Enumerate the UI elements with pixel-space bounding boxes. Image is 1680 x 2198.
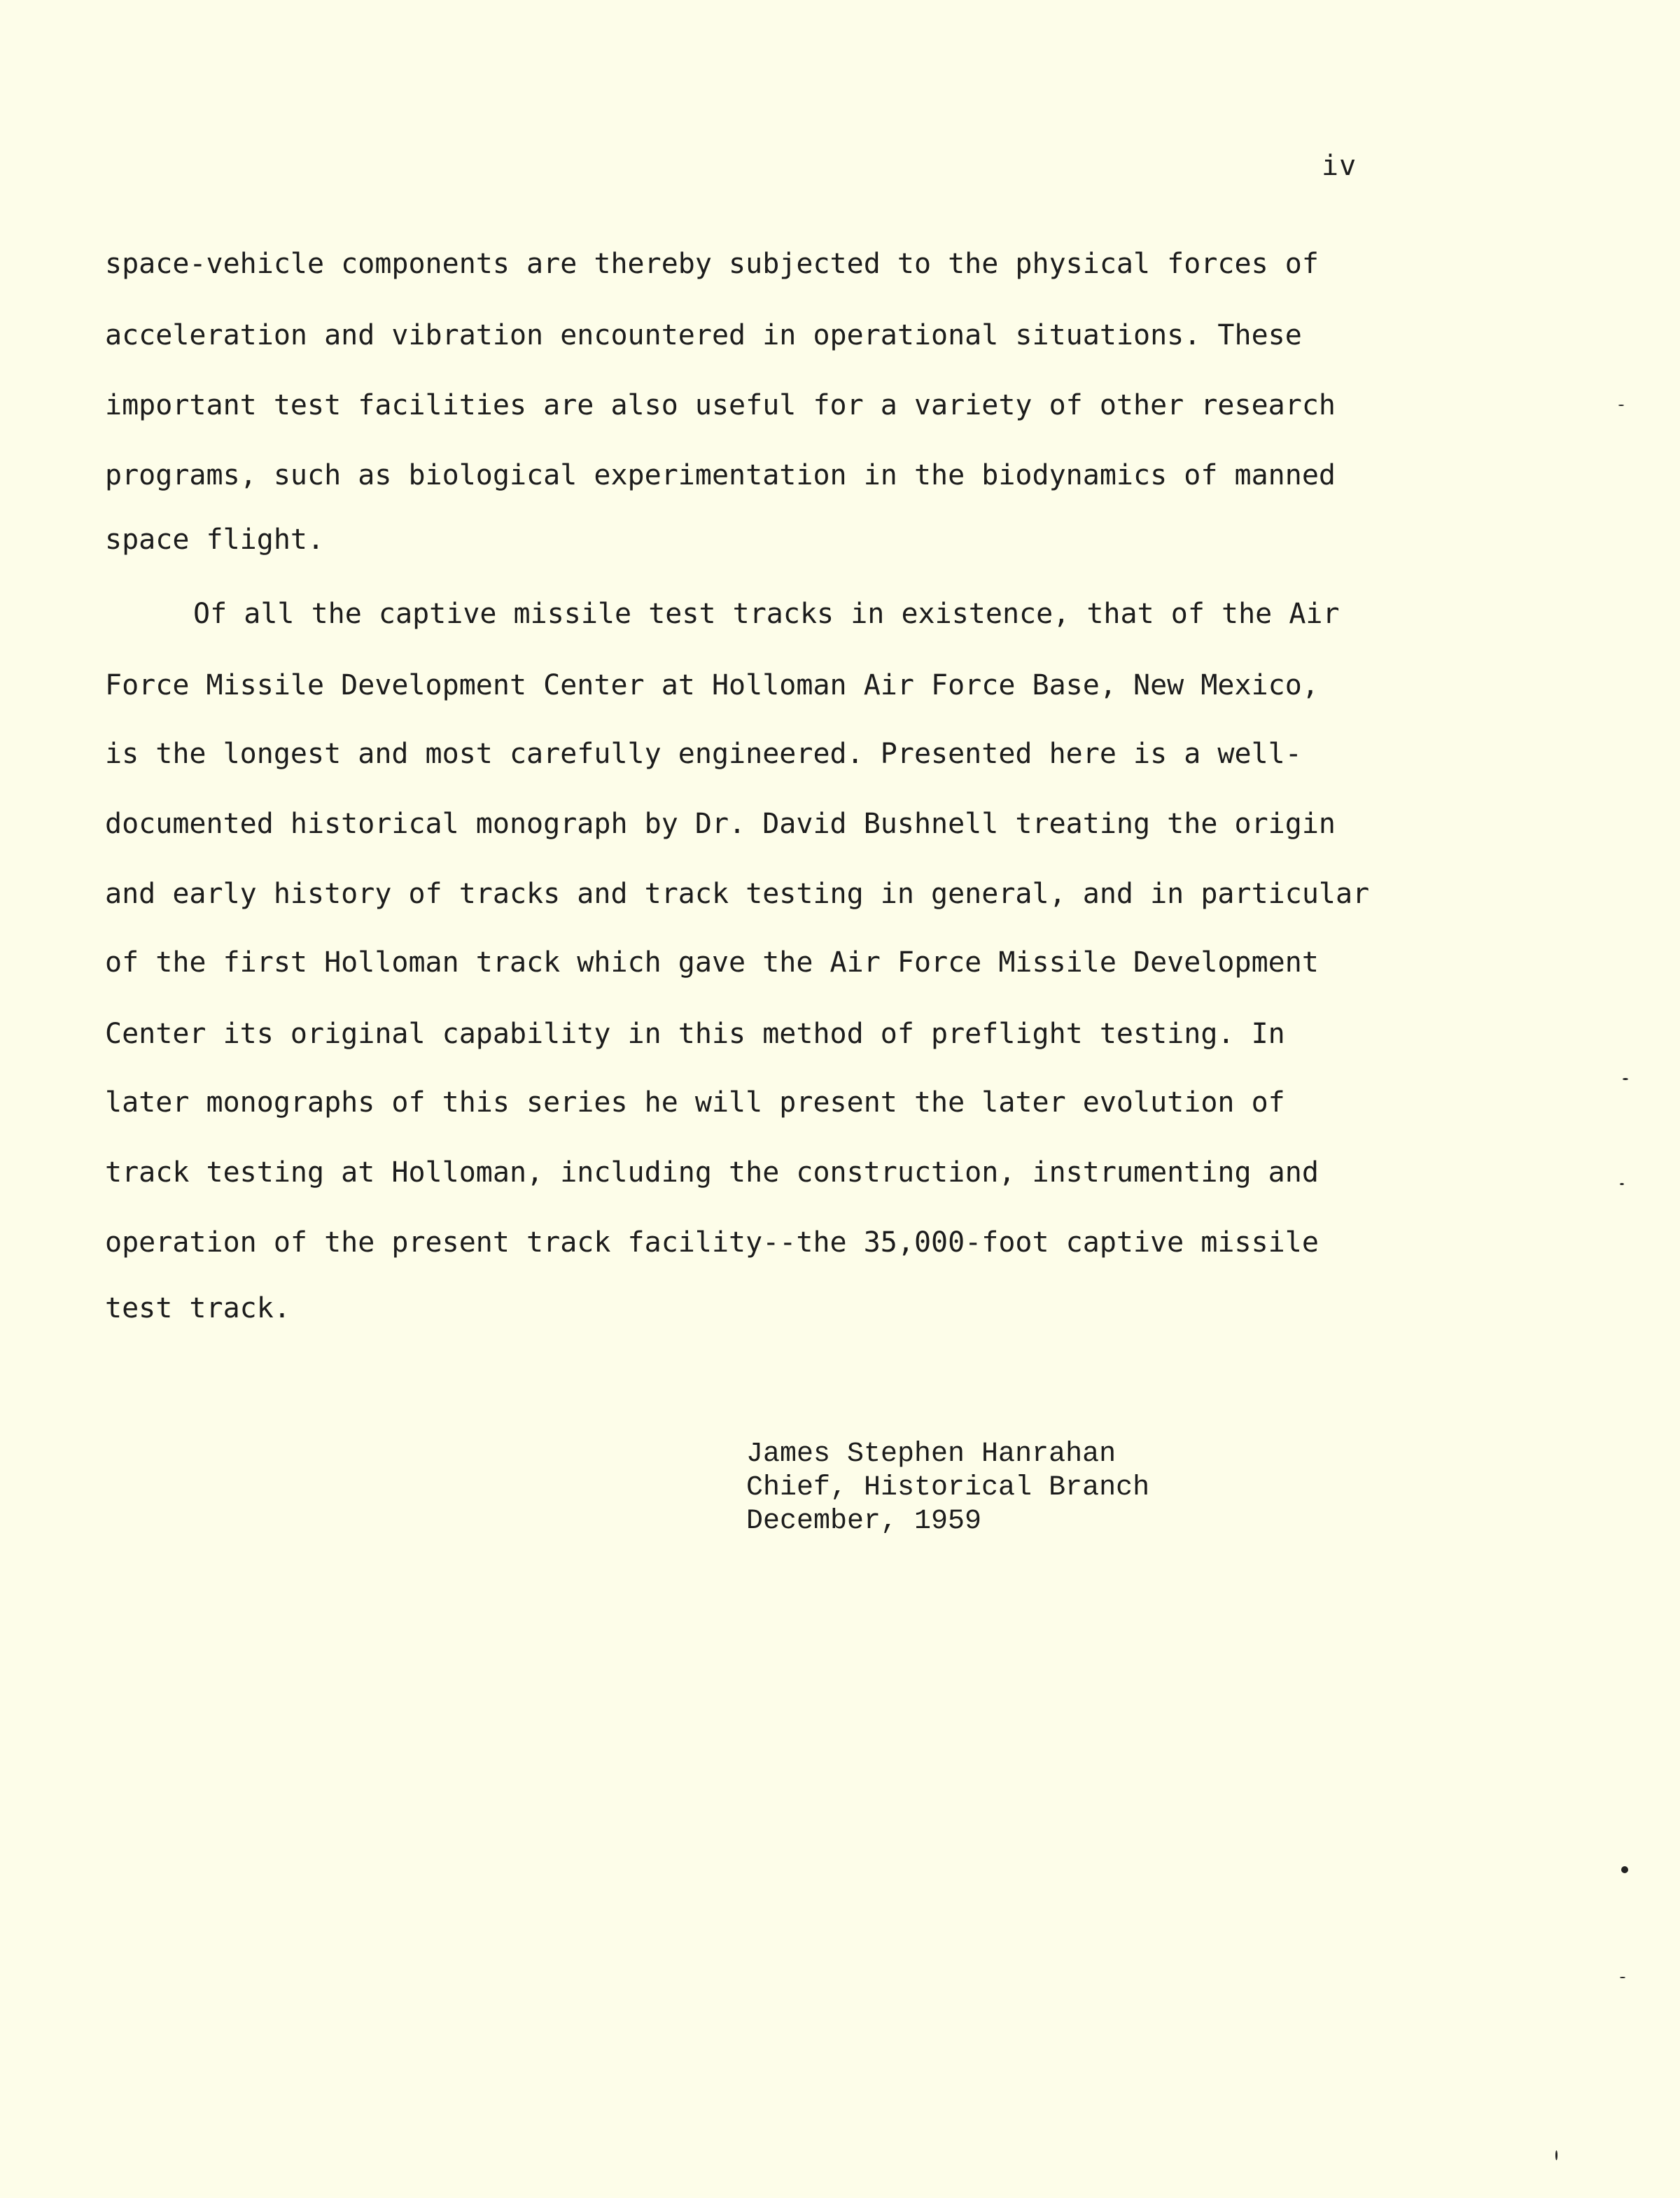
scan-speck bbox=[1620, 1977, 1625, 1978]
paragraph-line: space-vehicle components are thereby subjected to the physical forces of bbox=[105, 248, 1319, 280]
scan-speck bbox=[1623, 1078, 1628, 1080]
scan-speck bbox=[1555, 2150, 1558, 2160]
signature-title: Chief, Historical Branch bbox=[746, 1472, 1150, 1504]
paragraph-line: documented historical monograph by Dr. David Bushnell treating the origin bbox=[105, 808, 1336, 840]
paragraph-line: of the first Holloman track which gave the Air Force Missile Development bbox=[105, 946, 1319, 979]
paragraph-line: acceleration and vibration encountered in operational situations. These bbox=[105, 319, 1302, 351]
signature-date: December, 1959 bbox=[746, 1506, 982, 1537]
scan-speck bbox=[1618, 405, 1624, 406]
page-number: iv bbox=[1322, 150, 1357, 182]
paragraph-line: Force Missile Development Center at Holloman Air Force Base, New Mexico, bbox=[105, 669, 1319, 701]
paragraph-line: later monographs of this series he will present the later evolution of bbox=[105, 1086, 1285, 1119]
paragraph-line: important test facilities are also useful for a variety of other research bbox=[105, 389, 1336, 421]
paragraph-line: programs, such as biological experimentation in the biodynamics of manned bbox=[105, 459, 1336, 491]
signature-name: James Stephen Hanrahan bbox=[746, 1438, 1116, 1470]
paragraph-line: and early history of tracks and track testing in general, and in particular bbox=[105, 878, 1370, 910]
paragraph-line: test track. bbox=[105, 1292, 290, 1324]
paragraph-line: space flight. bbox=[105, 524, 325, 556]
scan-speck bbox=[1621, 1866, 1628, 1873]
paragraph-line: track testing at Holloman, including the construction, instrumenting and bbox=[105, 1156, 1319, 1189]
paragraph-line: Center its original capability in this method of preflight testing. In bbox=[105, 1018, 1285, 1050]
paragraph-line: operation of the present track facility--the 35,000-foot captive missile bbox=[105, 1226, 1319, 1259]
paragraph-line: is the longest and most carefully engineered. Presented here is a well- bbox=[105, 738, 1302, 770]
scan-speck bbox=[1620, 1183, 1624, 1185]
paragraph-line: Of all the captive missile test tracks in existence, that of the Air bbox=[193, 598, 1340, 630]
